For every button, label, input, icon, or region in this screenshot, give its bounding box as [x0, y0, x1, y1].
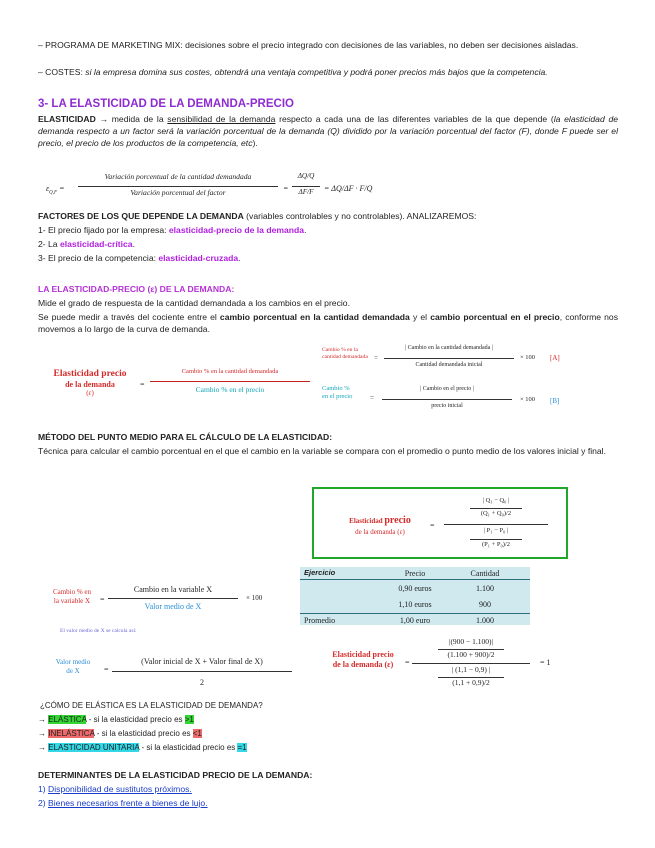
box-n1: | Q₁ − Q₀ |	[482, 497, 510, 504]
formula1-mid-den: ΔF/F	[298, 188, 314, 196]
vm-den: 2	[200, 678, 204, 687]
intro-costes	[38, 67, 618, 79]
factor-suffix: .	[238, 253, 241, 263]
ex-n2: (1.100 + 900)/2	[447, 650, 495, 659]
ex-result: = 1	[540, 658, 551, 667]
cx-lhs	[44, 588, 100, 606]
como-question: ¿CÓMO DE ELÁSTICA ES LA ELASTICIDAD DE DEMANDA?	[40, 701, 263, 710]
factor-prefix: 1- El precio fijado por la empresa:	[38, 225, 169, 235]
arrow-icon: →	[38, 743, 49, 752]
fa-label: Cambio % en la cantidad demandada	[322, 347, 368, 360]
table-cell: 1,00 euro	[399, 616, 431, 625]
ex-d2: (1,1 + 0,9)/2	[452, 678, 490, 687]
fa-num: | Cambio en la cantidad demandada |	[404, 345, 494, 351]
como-text: - si la elasticidad precio es	[94, 729, 193, 738]
fb-eq: =	[370, 394, 374, 402]
ep-formula-den: Cambio % en el precio	[195, 385, 265, 394]
formula1-mid-num: ΔQ/Q	[297, 172, 315, 180]
table-head-cantidad: Cantidad	[470, 569, 500, 578]
ep-formula-lhs2: de la demanda	[65, 379, 115, 389]
como-text: - si la elasticidad precio es	[139, 743, 238, 752]
como-item-elastica	[38, 714, 194, 725]
fb-num: | Cambio en el precio |	[420, 386, 474, 392]
definition-arrow: → medida de la	[95, 114, 168, 124]
table-cell: Promedio	[304, 616, 336, 625]
box-lhs2: de la demanda (ε)	[355, 527, 405, 536]
fa-tag: [A]	[550, 354, 560, 362]
intro-marketing-label: – PROGRAMA DE MARKETING MIX:	[38, 40, 183, 50]
table-head-precio: Precio	[404, 569, 426, 578]
determinante-link[interactable]: Disponibilidad de sustitutos próximos.	[48, 784, 192, 794]
fb-label2: en el precio	[322, 392, 353, 400]
factores-title	[38, 211, 618, 223]
cx-den: Valor medio de X	[144, 602, 202, 611]
ep-p2-e: , conforme nos movemos a lo largo de la curva de demanda.	[38, 312, 618, 334]
table-cell: 1.000	[476, 616, 494, 625]
ep-formula-num: Cambio % en la cantidad demandada	[181, 368, 279, 375]
definition-rest: respecto a cada una de las diferentes variables de la que depende (	[275, 114, 554, 124]
definition-end: ).	[252, 137, 258, 148]
factor-suffix: .	[132, 239, 135, 249]
value-unitaria: =1	[237, 743, 247, 752]
ep-p1: Mide el grado de respuesta de la cantidad demandada a los cambios en el precio.	[38, 298, 350, 308]
factor-term: elasticidad-cruzada	[158, 253, 239, 263]
factor-item	[38, 239, 618, 251]
table-cell: 900	[479, 600, 491, 609]
formula1-rhs: = ΔQ/ΔF · F/Q	[324, 184, 373, 193]
como-item-inelastica	[38, 728, 202, 739]
box-d2: (P₁ + P₀)/2	[481, 541, 511, 548]
vm-bar	[112, 671, 292, 672]
fb-den: precio inicial	[431, 403, 463, 409]
box-lhs1b: precio	[384, 515, 411, 526]
value-elastica: >1	[184, 715, 194, 724]
cx-bar	[108, 598, 238, 599]
determinantes-title: DETERMINANTES DE LA ELASTICIDAD PRECIO DE LA DEMANDA:	[38, 770, 313, 780]
formula1-lhs: $\varepsilon_{Q,F}$ =	[46, 184, 65, 196]
table-cell: 1.100	[476, 584, 494, 593]
arrow-icon: →	[38, 729, 49, 738]
cx-eq: =	[100, 595, 105, 604]
determinante-num: 2)	[38, 798, 49, 808]
intro-costes-text: si la empresa domina sus costes, obtendrá una ventaja competitiva y podrá poner precios más bajos que la competencia.	[82, 67, 548, 77]
formula1-denominator: Variación porcentual del factor	[130, 188, 226, 197]
fb-times: × 100	[520, 396, 536, 403]
vm-lhs1: Valor medio	[55, 658, 91, 666]
ep-p2-b: cambio porcentual en la cantidad demandada	[219, 312, 410, 322]
section-title: 3- LA ELASTICIDAD DE LA DEMANDA-PRECIO	[38, 98, 294, 110]
ex-main-bar	[412, 663, 530, 664]
value-inelastica: <1	[192, 729, 202, 738]
factor-prefix: 3- El precio de la competencia:	[38, 253, 159, 263]
factor-term: elasticidad-precio de la demanda	[168, 225, 305, 235]
factor-item	[38, 225, 618, 237]
ep-formula-bar	[150, 381, 310, 382]
ep-title: LA ELASTICIDAD-PRECIO (ε) DE LA DEMANDA:	[38, 284, 235, 294]
ep-formula-lhs	[40, 369, 140, 397]
factor-suffix: .	[304, 225, 307, 235]
table-head-ejercicio: Ejercicio	[304, 568, 336, 577]
ex-lhs1: Elasticidad precio	[332, 650, 394, 659]
factor-term: elasticidad-crítica	[59, 239, 133, 249]
vm-lhs2: de X	[66, 666, 80, 675]
factores-title-bold: FACTORES DE LOS QUE DEPENDE LA DEMANDA	[38, 211, 244, 221]
ep-p2-c: y el	[409, 312, 431, 322]
cx-lhs2: la variable X	[53, 596, 91, 605]
vm-eq: =	[104, 665, 109, 674]
formula1-epsilon: ε	[46, 184, 50, 193]
fb-label1: Cambio %	[322, 385, 350, 392]
box-main-bar	[444, 524, 548, 525]
factor-item	[38, 253, 618, 265]
ep-p2-d: cambio porcentual en el precio	[430, 312, 560, 322]
elasticity-definition	[38, 114, 618, 150]
box-n-bar	[470, 508, 522, 509]
valor-medio-note: El valor medio de X se calcula así:	[60, 628, 137, 634]
formula1-fraction-bar	[78, 186, 278, 187]
box-lhs	[330, 515, 430, 536]
como-text: - si la elasticidad precio es	[86, 715, 185, 724]
cx-num: Cambio en la variable X	[133, 585, 213, 594]
intro-marketing-mix	[38, 40, 618, 52]
table-cell: 0,90 euros	[398, 584, 432, 593]
fa-den: Cantidad demandada inicial	[415, 362, 483, 368]
formula1-eq: =	[283, 184, 289, 193]
fb-bar	[382, 399, 512, 400]
ex-lhs	[318, 650, 408, 670]
box-lhs1: Elasticidad	[349, 517, 383, 525]
formula1-mid-bar	[292, 186, 320, 187]
definition-italic: la elasticidad de demanda respecto a un factor será la variación porcentual de la demanda (Q) dividido por la variación porcentual del factor (F), donde F puede ser el precio, el precio de los productos de la competencia, etc	[38, 114, 618, 148]
box-eq: =	[430, 521, 435, 530]
como-item-unitaria	[38, 742, 247, 753]
determinante-item	[38, 784, 192, 796]
box-n2: (Q₁ + Q₀)/2	[480, 510, 512, 517]
exercise-table	[300, 567, 530, 625]
intro-costes-label: – COSTES:	[38, 67, 83, 77]
factor-prefix: 2- La	[38, 239, 60, 249]
ep-formula-lhs3: (ε)	[86, 389, 94, 398]
definition-term: ELASTICIDAD	[38, 114, 96, 124]
fa-bar	[384, 358, 514, 359]
determinante-item	[38, 798, 208, 810]
ep-p2-a: Se puede medir a través del cociente entre el	[38, 312, 220, 322]
box-d1: | P₁ − P₀ |	[483, 527, 509, 534]
determinante-num: 1)	[38, 784, 49, 794]
fb-tag: [B]	[550, 397, 560, 405]
formula1-numerator: Variación porcentual de la cantidad demandada	[104, 172, 252, 181]
cx-times: × 100	[246, 594, 263, 602]
box-d-bar	[470, 539, 522, 540]
determinante-link[interactable]: Bienes necesarios frente a bienes de lujo.	[48, 798, 208, 808]
ep-formula-eq: =	[140, 380, 145, 389]
arrow-icon: →	[38, 715, 49, 724]
formula1-subscript: Q,F	[49, 190, 58, 196]
factores-title-rest: (variables controlables y no controlables). ANALIZAREMOS:	[243, 211, 477, 221]
vm-lhs	[44, 658, 102, 676]
vm-num: (Valor inicial de X + Valor final de X)	[141, 657, 263, 666]
fa-times: × 100	[520, 354, 536, 361]
ex-lhs2: de la demanda (ε)	[332, 660, 394, 669]
definition-underlined: sensibilidad de la demanda	[167, 114, 276, 124]
intro-marketing-text: decisiones sobre el precio integrado con decisiones de las variables, no deben ser decisiones aisladas.	[182, 40, 579, 50]
fb-label	[322, 385, 374, 401]
table-divider	[300, 613, 530, 614]
table-cell: 1,10 euros	[398, 600, 432, 609]
term-inelastica: INELÁSTICA	[48, 729, 95, 738]
term-elastica: ELÁSTICA	[48, 715, 87, 724]
metodo-text: Técnica para calcular el cambio porcentual en el que el cambio en la variable se compara con el promedio o punto medio de los valores inicial y final.	[38, 446, 606, 456]
metodo-title: MÉTODO DEL PUNTO MEDIO PARA EL CÁLCULO DE LA ELASTICIDAD:	[38, 432, 333, 442]
fa-eq: =	[374, 354, 378, 362]
ep-formula-lhs1: Elasticidad precio	[53, 369, 127, 379]
ex-eq: =	[405, 658, 410, 667]
ep-p2	[38, 312, 618, 336]
ex-n1: |(900 − 1.100)|	[448, 637, 494, 646]
cx-lhs1: Cambio % en	[52, 588, 92, 596]
ex-d1: | (1,1 − 0,9) |	[451, 665, 491, 674]
term-unitaria: ELASTICIDAD UNITARIA	[48, 743, 140, 752]
